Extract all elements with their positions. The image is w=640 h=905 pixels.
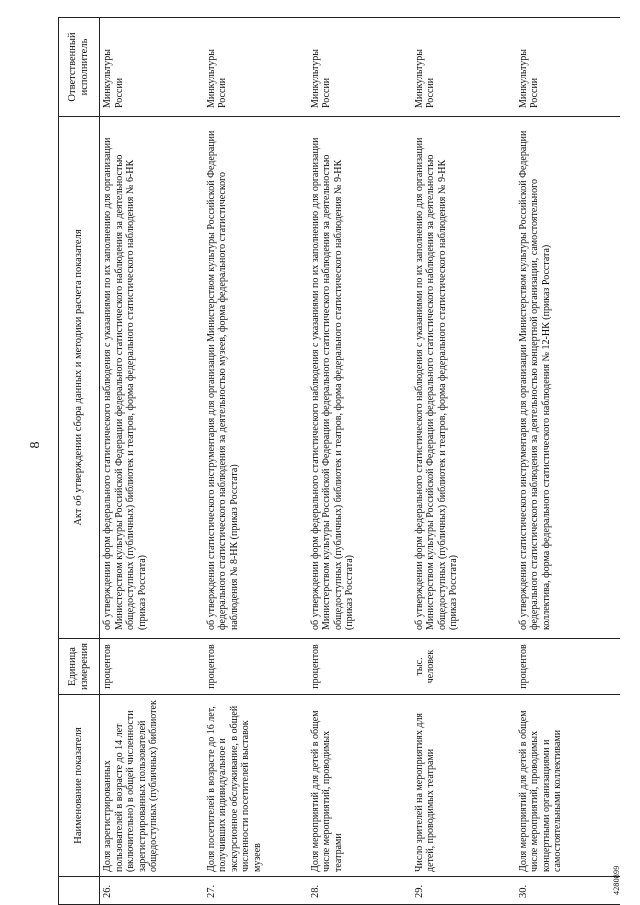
- responsible-executor: Минкультуры России: [412, 18, 516, 117]
- table-row: [412, 18, 516, 905]
- approval-act: об утверждении форм федерального статистического наблюдения с указаниями по их заполнению для организации Министерством культуры Российской Федерации федерального статистического наблюдения за деятельностью общедоступных (публичных) библиотек и театров, форма федерального статистического наблюдения № 9-НК (приказ Росстата): [412, 117, 516, 639]
- page-number: 8: [28, 441, 43, 449]
- responsible-executor: Минкультуры России: [100, 18, 204, 117]
- table-row: [516, 18, 620, 905]
- approval-act: об утверждении форм федерального статистического наблюдения с указаниями по их заполнению для организации Министерством культуры Российской Федерации федерального статистического наблюдения за деятельностью общедоступных (публичных) библиотек и театров, форма федерального статистического наблюдения № 9-НК (приказ Росстата): [308, 117, 412, 639]
- row-number: 30.: [516, 877, 620, 905]
- unit-of-measure: процентов: [308, 639, 412, 695]
- responsible-executor: Минкультуры России: [308, 18, 412, 117]
- row-number: 27.: [204, 877, 308, 905]
- indicators-table: [58, 17, 620, 905]
- row-number: 28.: [308, 877, 412, 905]
- table-row: [100, 18, 204, 905]
- header-name: Наименование показателя: [59, 695, 100, 877]
- unit-of-measure: процентов: [204, 639, 308, 695]
- table-row: [204, 18, 308, 905]
- responsible-executor: Минкультуры России: [516, 18, 620, 117]
- document-code: 4280899: [612, 865, 621, 895]
- header-act: Акт об утверждении сбора данных и методики расчета показателя: [59, 117, 100, 639]
- row-number: 26.: [100, 877, 204, 905]
- table-row: [308, 18, 412, 905]
- indicator-name: Доля мероприятий для детей в общем числе мероприятий, проводимых концертными организациями и самостоятельными коллективами: [516, 695, 620, 877]
- header-unit: Единица измерения: [59, 639, 100, 695]
- approval-act: об утверждении форм федерального статистического наблюдения с указаниями по их заполнению для организации Министерством культуры Российской Федерации федерального статистического наблюдения за деятельностью общедоступных (публичных) библиотек и театров, форма федерального статистического наблюдения № 6-НК (приказ Росстата): [100, 117, 204, 639]
- unit-of-measure: тыс. человек: [412, 639, 516, 695]
- responsible-executor: Минкультуры России: [204, 18, 308, 117]
- unit-of-measure: процентов: [100, 639, 204, 695]
- approval-act: об утверждении статистического инструментария для организации Министерством культуры Российской Федерации федерального статистического наблюдения за деятельностью музеев, форма федерального статистического наблюдения № 8-НК (приказ Росстата): [204, 117, 308, 639]
- header-num: [59, 877, 100, 905]
- indicator-name: Число зрителей на мероприятиях для детей, проводимых театрами: [412, 695, 516, 877]
- indicator-name: Доля зарегистрированных пользователей в возрасте до 14 лет (включительно) в общей численности зарегистрированных пользователей общедоступных (публичных) библиотек: [100, 695, 204, 877]
- row-number: 29.: [412, 877, 516, 905]
- unit-of-measure: процентов: [516, 639, 620, 695]
- table-header-row: [59, 18, 100, 905]
- approval-act: об утверждении статистического инструментария для организации Министерством культуры Российской Федерации федерального статистического наблюдения за деятельностью концертной организации, самостоятельного коллектива, форма федерального статистического наблюдения № 12-НК (приказ Росстата): [516, 117, 620, 639]
- indicator-name: Доля мероприятий для детей в общем числе мероприятий, проводимых театрами: [308, 695, 412, 877]
- indicator-name: Доля посетителей в возрасте до 16 лет, получивших индивидуальное и экскурсионное обслуживание, в общей численности посетителей выставок музеев: [204, 695, 308, 877]
- header-responsible: Ответственный исполнитель: [59, 18, 100, 117]
